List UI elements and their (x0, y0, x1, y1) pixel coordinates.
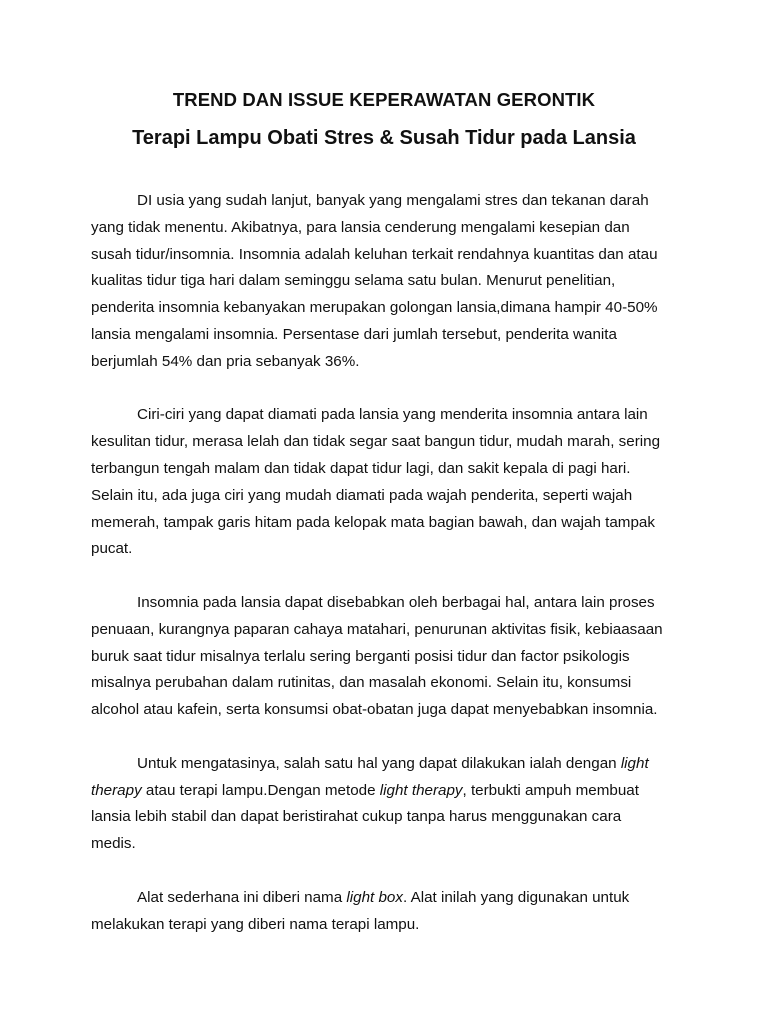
text-line (91, 697, 691, 724)
text-run: terbangun tengah malam dan tidak dapat tidur lagi, dan sakit kepala di pagi hari. (91, 459, 631, 477)
text-line (91, 778, 691, 805)
paragraph (91, 590, 691, 724)
text-line (91, 536, 691, 563)
text-run: atau terapi lampu.Dengan metode (141, 781, 380, 799)
text-line (91, 188, 691, 215)
text-run: melakukan terapi yang diberi nama terapi lampu. (91, 915, 420, 933)
text-run: Untuk mengatasinya, salah satu hal yang dapat dilakukan ialah dengan (137, 754, 621, 772)
text-line (91, 242, 691, 269)
text-run: penuaan, kurangnya paparan cahaya matahari, penurunan aktivitas fisik, kebiaasaan (91, 620, 663, 638)
text-run: . Alat inilah yang digunakan untuk (402, 888, 630, 906)
text-run: lansia mengalami insomnia. Persentase dari jumlah tersebut, penderita wanita (91, 325, 617, 343)
text-line (91, 483, 691, 510)
text-run: Ciri-ciri yang dapat diamati pada lansia yang menderita insomnia antara lain (137, 406, 648, 424)
italic-text: light (620, 754, 649, 772)
text-run: berjumlah 54% dan pria sebanyak 36%. (91, 352, 360, 370)
text-line (91, 912, 691, 939)
text-line (91, 644, 691, 671)
text-line (91, 885, 691, 912)
text-line (91, 831, 691, 858)
text-line (91, 590, 691, 617)
text-run: misalnya perubahan dalam rutinitas, dan masalah ekonomi. Selain itu, konsumsi (91, 674, 632, 692)
text-run: lansia lebih stabil dan dapat beristirahat cukup tanpa harus menggunakan cara (91, 808, 622, 826)
text-run: penderita insomnia kebanyakan merupakan golongan lansia,dimana hampir 40-50% (91, 299, 658, 317)
paragraph (91, 885, 691, 939)
text-run: Selain itu, ada juga ciri yang mudah diamati pada wajah penderita, seperti wajah (91, 486, 633, 504)
text-line (91, 322, 691, 349)
paragraph (91, 751, 691, 858)
text-line (91, 804, 691, 831)
text-line (91, 456, 691, 483)
text-run: kualitas tidur tiga hari dalam seminggu selama satu bulan. Menurut penelitian, (91, 272, 616, 290)
text-run: susah tidur/insomnia. Insomnia adalah keluhan terkait rendahnya kuantitas dan atau (91, 245, 658, 263)
text-run: buruk saat tidur misalnya terlalu sering berganti posisi tidur dan factor psikologis (91, 647, 630, 665)
text-line (91, 510, 691, 537)
text-run: , terbukti ampuh membuat (462, 781, 639, 799)
text-run: pucat. (91, 540, 133, 558)
text-run: Insomnia pada lansia dapat disebabkan oleh berbagai hal, antara lain proses (137, 593, 655, 611)
italic-text: light therapy (379, 781, 463, 799)
text-line (91, 751, 691, 778)
text-line (91, 670, 691, 697)
document-title: TREND DAN ISSUE KEPERAWATAN GERONTIK (172, 89, 596, 110)
text-line (91, 268, 691, 295)
document-subtitle: Terapi Lampu Obati Stres & Susah Tidur pada Lansia (132, 127, 636, 149)
text-line (91, 295, 691, 322)
text-run: kesulitan tidur, merasa lelah dan tidak segar saat bangun tidur, mudah marah, sering (91, 433, 661, 451)
paragraph (91, 402, 691, 563)
text-run: alcohol atau kafein, serta konsumsi obat-obatan juga dapat menyebabkan insomnia. (91, 701, 658, 719)
text-line (91, 349, 691, 376)
text-run: DI usia yang sudah lanjut, banyak yang mengalami stres dan tekanan darah (137, 192, 649, 209)
document-body (91, 188, 691, 965)
text-run: medis. (91, 835, 136, 853)
text-line (91, 215, 691, 242)
text-run: Alat sederhana ini diberi nama (137, 888, 347, 906)
text-line (91, 617, 691, 644)
text-line (91, 429, 691, 456)
paragraph (91, 188, 691, 376)
text-run: yang tidak menentu. Akibatnya, para lansia cenderung mengalami kesepian dan (91, 218, 630, 236)
italic-text: light box (346, 888, 403, 906)
italic-text: therapy (91, 781, 142, 799)
text-run: memerah, tampak garis hitam pada kelopak mata bagian bawah, dan wajah tampak (91, 513, 655, 531)
text-line (91, 402, 691, 429)
